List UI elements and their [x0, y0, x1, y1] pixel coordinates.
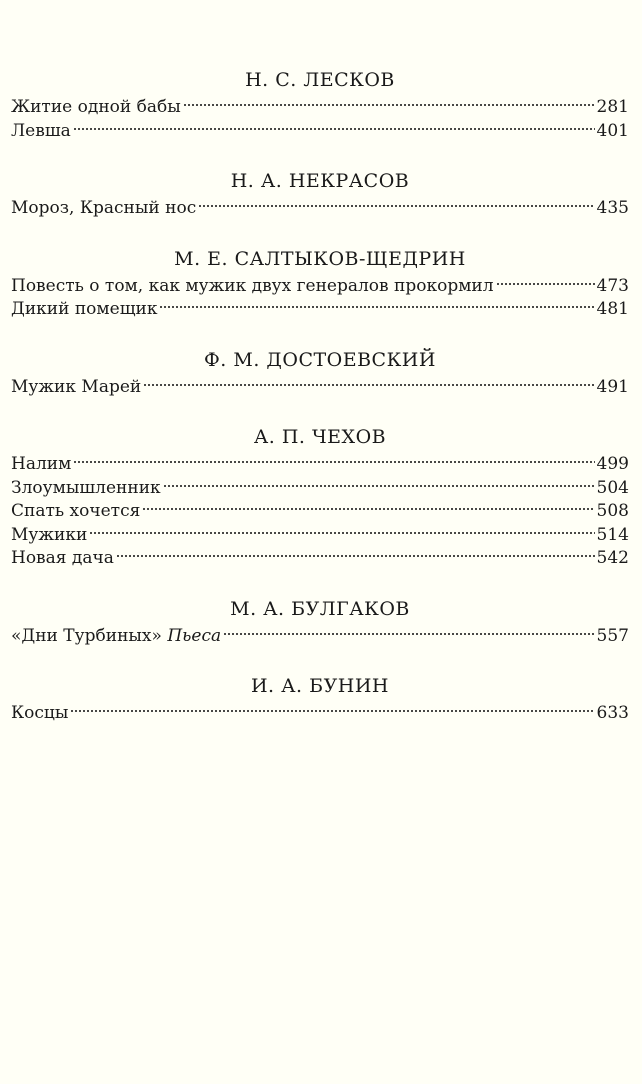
entry-title: Дикий помещик [11, 299, 158, 319]
toc-entry [11, 453, 629, 477]
entry-title: Налим [11, 454, 72, 474]
page-number: 401 [596, 120, 629, 141]
toc-section [11, 423, 629, 571]
page-number: 557 [596, 625, 629, 646]
author-heading: Ф. М. ДОСТОЕВСКИЙ [204, 348, 436, 371]
dot-leader [159, 304, 594, 310]
dot-leader [183, 102, 595, 108]
entry-title: Левша [11, 120, 71, 141]
page-number: 504 [596, 477, 629, 498]
toc-entry [11, 298, 629, 322]
entry-title: Повесть о том, как мужик двух генералов прокормил [11, 275, 494, 296]
toc-entry [11, 376, 629, 400]
toc-section [11, 346, 629, 400]
entry-list [11, 625, 629, 649]
toc-entry [11, 275, 629, 299]
entry-list [11, 376, 629, 400]
toc-entry [11, 96, 629, 120]
author-heading: М. А. БУЛГАКОВ [230, 597, 410, 620]
toc-entry [11, 702, 629, 726]
dot-leader [143, 382, 594, 388]
author-heading: И. А. БУНИН [250, 675, 390, 697]
entry-list [11, 453, 629, 571]
entry-title: Косцы [11, 703, 69, 723]
entry-list [11, 96, 629, 143]
author-heading: А. П. ЧЕХОВ [253, 426, 387, 448]
toc-section [11, 672, 629, 726]
toc-section [11, 595, 629, 649]
entry-title: Мужик Марей [11, 376, 142, 397]
dot-leader [496, 281, 595, 287]
toc-section [11, 66, 629, 143]
entry-title: Злоумышленник [11, 477, 161, 498]
toc-entry [11, 500, 629, 524]
dot-leader [198, 203, 594, 209]
page-number: 514 [596, 524, 629, 545]
dot-leader [73, 126, 595, 132]
dot-leader [142, 506, 594, 512]
page-number: 435 [596, 198, 629, 218]
author-heading: М. Е. САЛТЫКОВ-ЩЕДРИН [174, 247, 466, 270]
dot-leader [163, 483, 595, 489]
dot-leader [116, 553, 595, 559]
page-number: 633 [596, 703, 629, 723]
entry-title: «Дни Турбиных» Пьеса [11, 625, 222, 646]
entry-title: Мужики [11, 524, 88, 545]
page-number: 481 [596, 299, 629, 319]
toc-section [11, 167, 629, 221]
entry-title: Новая дача [11, 548, 114, 568]
dot-leader [73, 459, 594, 465]
page-number: 542 [596, 548, 629, 568]
toc-entry [11, 197, 629, 221]
dot-leader [70, 708, 594, 714]
entry-title: Мороз, Красный нос [11, 198, 197, 218]
author-heading: Н. С. ЛЕСКОВ [245, 69, 395, 91]
page-number: 491 [596, 376, 629, 397]
page-number: 281 [596, 97, 629, 117]
dot-leader [89, 530, 594, 536]
toc-section [11, 245, 629, 322]
entry-list [11, 275, 629, 322]
entry-list [11, 702, 629, 726]
entry-title: Житие одной бабы [11, 97, 181, 117]
toc-entry [11, 547, 629, 571]
page-number: 473 [596, 275, 629, 296]
toc-entry [11, 477, 629, 501]
page-number: 499 [596, 454, 629, 474]
entry-title: Спать хочется [11, 501, 141, 521]
author-heading: Н. А. НЕКРАСОВ [230, 170, 410, 192]
toc-entry [11, 120, 629, 144]
entry-list [11, 197, 629, 221]
page-number: 508 [596, 501, 629, 521]
toc-entry [11, 524, 629, 548]
dot-leader [223, 631, 594, 637]
entry-genre: Пьеса [167, 625, 222, 646]
toc-entry [11, 625, 629, 649]
